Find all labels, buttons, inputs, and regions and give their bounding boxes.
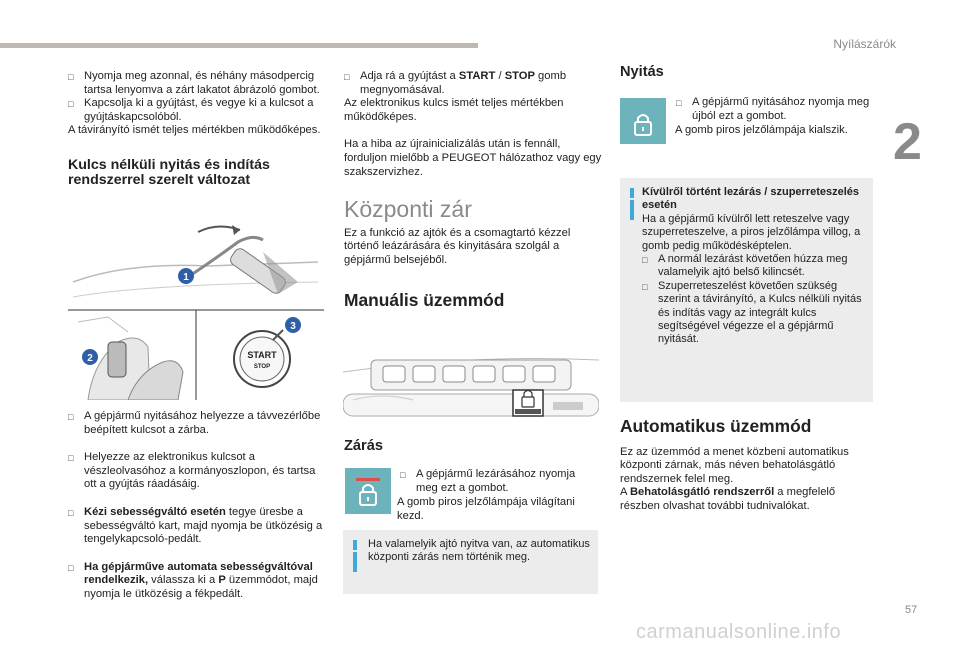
svg-text:3: 3 bbox=[290, 321, 296, 332]
list-item: □ Szuperreteszelést követően szükség szerint a távirányító, a Kulcs nélküli nyitás és indítás vagy az integrált kulcs segítségével végezze el a gépjármű nyitását. bbox=[642, 279, 862, 346]
info-icon bbox=[353, 540, 357, 550]
console-figure bbox=[343, 352, 599, 428]
list-item: □ Kézi sebességváltó esetén tegye üresbe a sebességváltó kart, majd nyomja be ütközésig a tengelykapcsoló-pedált. bbox=[68, 505, 323, 546]
square-bullet-icon: □ bbox=[68, 412, 74, 422]
paragraph: A távirányító ismét teljes mértékben működőképes. bbox=[68, 124, 321, 137]
start-label: START bbox=[247, 350, 277, 360]
column-1-lower bbox=[68, 410, 330, 602]
section-title: Nyílászárók bbox=[833, 37, 896, 51]
column-1 bbox=[68, 70, 328, 189]
padlock-icon bbox=[345, 468, 391, 514]
list-item: □ Kapcsolja ki a gyújtást, és vegye ki a kulcsot a gyújtáskapcsolóból. bbox=[68, 97, 314, 123]
header-bar bbox=[0, 43, 478, 48]
watermark: carmanualsonline.info bbox=[636, 621, 842, 643]
lock-button-icon bbox=[345, 468, 391, 514]
paragraph: A Behatolásgátló rendszerről a megfelelő részben olvashat további tudnivalókat. bbox=[620, 486, 836, 512]
paragraph: Ez a funkció az ajtók és a csomagtartó kézzel történő leázárására és kinyitására szolgál a gépjármű belsejéből. bbox=[344, 226, 571, 266]
zaras-paragraph: A gomb piros jelzőlámpája világítani kezd. bbox=[397, 496, 575, 522]
square-bullet-icon: □ bbox=[68, 507, 74, 518]
square-bullet-icon: □ bbox=[344, 72, 350, 82]
zaras-text bbox=[400, 468, 600, 495]
nyitas-section bbox=[620, 66, 875, 80]
list-item: □ Helyezze az elektronikus kulcsot a vészleolvasóhoz a kormányoszlopon, és tartsa ott a gyújtás ráadásáig. bbox=[68, 451, 316, 491]
section-heading: Kulcs nélküli nyitás és indítás rendszerrel szerelt változat bbox=[68, 156, 270, 189]
square-bullet-icon: □ bbox=[68, 99, 74, 110]
zaras-section bbox=[344, 440, 604, 454]
list-item: □ A gépjármű lezárásához nyomja meg ezt a gombot. bbox=[400, 468, 576, 494]
square-bullet-icon: □ bbox=[676, 98, 682, 108]
list-item: □ Adja rá a gyújtást a START / STOP gomb megnyomásával. bbox=[344, 70, 567, 96]
list-item: □ A gépjármű nyitásához nyomja meg újból ezt a gombot. bbox=[676, 96, 870, 122]
list-item: □ Ha gépjárműve automata sebességváltóval rendelkezik, válassza ki a P üzemmódot, majd nyomja le ütközésig a fékpedált. bbox=[68, 560, 318, 600]
chapter-number: 2 bbox=[893, 113, 922, 171]
note-title: Kívülről történt lezárás / szuperreteszelés esetén bbox=[642, 186, 860, 212]
square-bullet-icon: □ bbox=[400, 470, 406, 480]
unlock-button-icon bbox=[620, 98, 666, 144]
nyitas-text bbox=[676, 96, 876, 123]
list-item: □ A gépjármű nyitásához helyezze a távvezérlőbe beépített kulcsot a zárba. bbox=[68, 410, 321, 436]
square-bullet-icon: □ bbox=[68, 562, 74, 573]
square-bullet-icon: □ bbox=[68, 453, 74, 464]
svg-text:1: 1 bbox=[183, 272, 189, 283]
page-number: 57 bbox=[905, 604, 918, 616]
paragraph: Ez az üzemmód a menet közbeni automatikus központi zárnak, más néven behatolásgátló rendszernek felel meg. bbox=[620, 445, 849, 485]
note-paragraph: Ha a gépjármű kívülről lett reteszelve vagy szuperreteszelve, a piros jelzőlámpa villog, a gomb pedig működésképtelen. bbox=[642, 212, 861, 252]
auto-section bbox=[620, 416, 875, 524]
square-bullet-icon: □ bbox=[642, 281, 648, 292]
nyitas-paragraph: A gomb piros jelzőlámpája kialszik. bbox=[675, 124, 848, 136]
list-item: □ A normál lezárást követően húzza meg valamelyik ajtó belső kilincsét. bbox=[642, 253, 848, 279]
section-heading: Nyitás bbox=[620, 64, 664, 80]
section-heading: Automatikus üzemmód bbox=[620, 416, 812, 436]
superlock-note bbox=[620, 178, 873, 402]
section-heading: Zárás bbox=[344, 438, 383, 454]
section-heading: Manuális üzemmód bbox=[344, 289, 505, 310]
padlock-icon bbox=[620, 98, 666, 144]
info-icon bbox=[630, 188, 634, 198]
column-2 bbox=[344, 70, 604, 310]
square-bullet-icon: □ bbox=[642, 255, 648, 266]
list-item: □ Nyomja meg azonnal, és néhány másodpercig tartsa lenyomva a zárt lakatot ábrázoló gombot. bbox=[68, 70, 320, 96]
stop-label: STOP bbox=[253, 364, 271, 370]
keyless-illustration bbox=[68, 222, 324, 400]
info-note: Ha valamelyik ajtó nyitva van, az automatikus központi zárás nem történik meg. bbox=[343, 530, 598, 594]
paragraph: Az elektronikus kulcs ismét teljes mértékben működőképes. bbox=[344, 97, 564, 123]
paragraph: Ha a hiba az újrainicializálás után is fennáll, forduljon mielőbb a PEUGEOT hálózathoz vagy egy szakszervizhez. bbox=[344, 138, 602, 178]
keyless-start-figure bbox=[68, 222, 324, 400]
section-heading: Központi zár bbox=[344, 196, 472, 223]
svg-text:2: 2 bbox=[87, 353, 93, 364]
console-illustration bbox=[343, 352, 599, 428]
square-bullet-icon: □ bbox=[68, 72, 74, 82]
